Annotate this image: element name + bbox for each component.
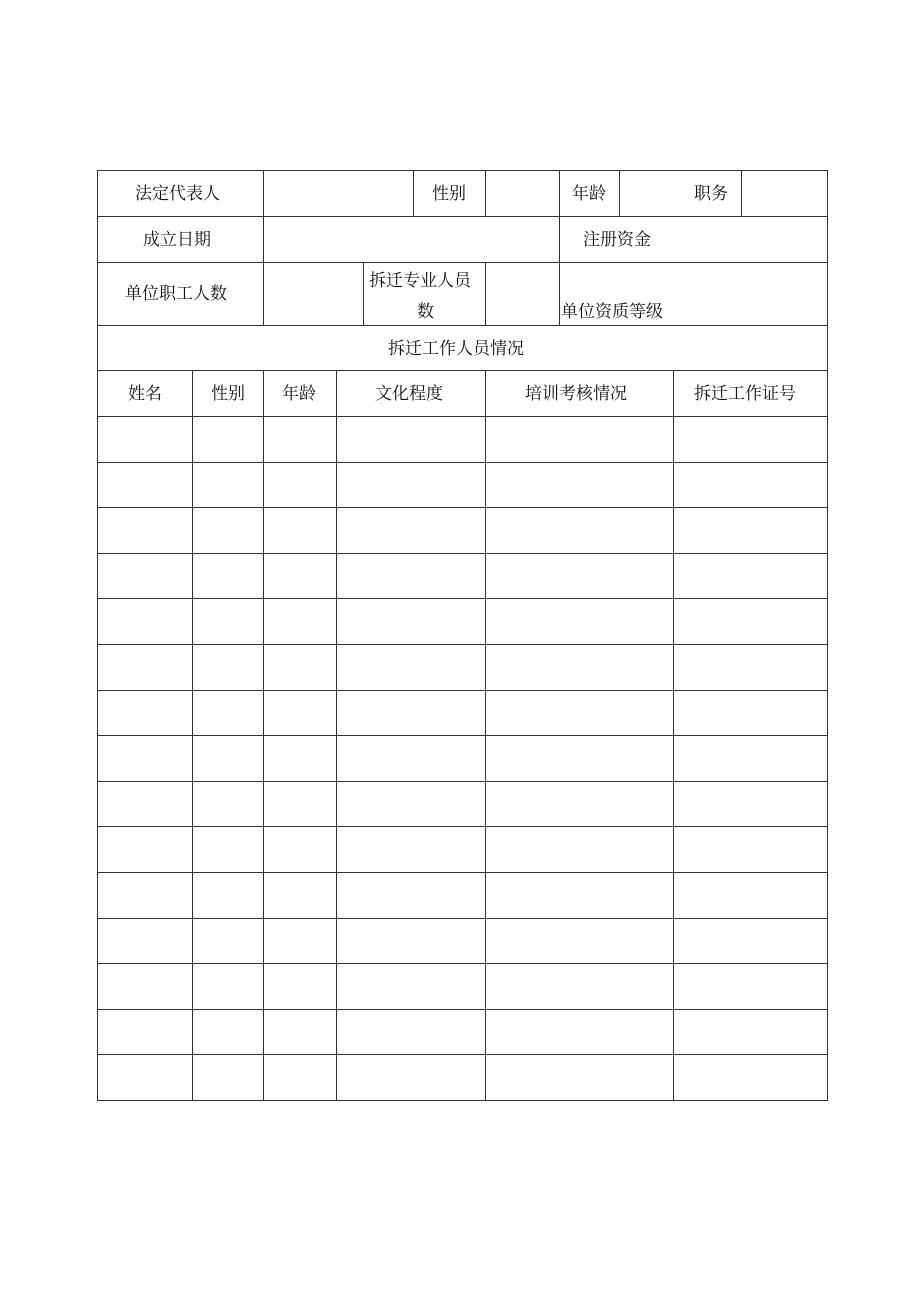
table-cell-age[interactable] [264, 417, 336, 462]
column-header-training: 培训考核情况 [525, 384, 627, 404]
column-header-education: 文化程度 [375, 384, 443, 404]
table-cell-education[interactable] [337, 463, 485, 508]
table-cell-work-permit[interactable] [674, 691, 827, 736]
table-cell-age[interactable] [264, 964, 336, 1009]
demolition-staff-value-cell[interactable] [486, 263, 559, 325]
table-cell-education[interactable] [337, 554, 485, 599]
table-cell-training[interactable] [486, 782, 673, 827]
table-cell-name[interactable] [98, 691, 192, 736]
table-cell-name[interactable] [98, 873, 192, 918]
table-cell-work-permit[interactable] [674, 508, 827, 553]
table-cell-age[interactable] [264, 919, 336, 964]
table-cell-training[interactable] [486, 736, 673, 781]
table-cell-education[interactable] [337, 599, 485, 644]
table-cell-gender[interactable] [193, 827, 263, 872]
table-cell-education[interactable] [337, 645, 485, 690]
section-title: 拆迁工作人员情况 [388, 339, 524, 359]
table-cell-education[interactable] [337, 691, 485, 736]
legal-rep-value-cell[interactable] [264, 171, 413, 216]
table-cell-name[interactable] [98, 645, 192, 690]
table-cell-gender[interactable] [193, 1010, 263, 1055]
table-cell-education[interactable] [337, 873, 485, 918]
table-cell-work-permit[interactable] [674, 1010, 827, 1055]
table-cell-training[interactable] [486, 691, 673, 736]
established-date-value-cell[interactable] [264, 217, 559, 262]
cell-divider [619, 170, 620, 216]
table-cell-gender[interactable] [193, 919, 263, 964]
table-cell-training[interactable] [486, 964, 673, 1009]
column-header-age: 年龄 [282, 384, 316, 404]
legal-rep-label: 法定代表人 [135, 184, 220, 204]
table-cell-training[interactable] [486, 599, 673, 644]
table-cell-gender[interactable] [193, 463, 263, 508]
table-cell-age[interactable] [264, 1010, 336, 1055]
table-cell-education[interactable] [337, 1010, 485, 1055]
established-date-label: 成立日期 [143, 230, 211, 250]
table-cell-name[interactable] [98, 827, 192, 872]
age-label: 年龄 [572, 184, 606, 204]
table-cell-training[interactable] [486, 508, 673, 553]
table-cell-work-permit[interactable] [674, 645, 827, 690]
table-cell-name[interactable] [98, 508, 192, 553]
column-header-name: 姓名 [128, 384, 162, 404]
table-cell-education[interactable] [337, 417, 485, 462]
table-cell-gender[interactable] [193, 645, 263, 690]
table-cell-name[interactable] [98, 736, 192, 781]
table-cell-education[interactable] [337, 919, 485, 964]
table-cell-age[interactable] [264, 873, 336, 918]
table-cell-education[interactable] [337, 508, 485, 553]
table-border-top [97, 170, 828, 171]
table-cell-work-permit[interactable] [674, 1055, 827, 1100]
table-cell-education[interactable] [337, 736, 485, 781]
table-cell-age[interactable] [264, 782, 336, 827]
table-cell-gender[interactable] [193, 1055, 263, 1100]
table-cell-training[interactable] [486, 417, 673, 462]
table-cell-work-permit[interactable] [674, 599, 827, 644]
table-cell-work-permit[interactable] [674, 873, 827, 918]
table-cell-education[interactable] [337, 1055, 485, 1100]
table-cell-gender[interactable] [193, 691, 263, 736]
table-cell-age[interactable] [264, 508, 336, 553]
demolition-staff-label-line2: 数 [417, 302, 434, 322]
table-cell-age[interactable] [264, 645, 336, 690]
table-cell-gender[interactable] [193, 417, 263, 462]
table-cell-training[interactable] [486, 554, 673, 599]
table-cell-work-permit[interactable] [674, 964, 827, 1009]
table-cell-age[interactable] [264, 691, 336, 736]
table-cell-work-permit[interactable] [674, 736, 827, 781]
cell-divider [559, 216, 560, 262]
table-cell-education[interactable] [337, 827, 485, 872]
row-divider [97, 370, 828, 371]
position-label: 职务 [694, 184, 728, 204]
table-cell-training[interactable] [486, 1055, 673, 1100]
gender-label: 性别 [432, 184, 466, 204]
table-cell-work-permit[interactable] [674, 782, 827, 827]
table-cell-gender[interactable] [193, 554, 263, 599]
table-cell-name[interactable] [98, 1010, 192, 1055]
table-cell-name[interactable] [98, 463, 192, 508]
table-cell-training[interactable] [486, 1010, 673, 1055]
cell-divider [559, 170, 560, 216]
column-header-work-permit: 拆迁工作证号 [694, 384, 796, 404]
table-cell-name[interactable] [98, 782, 192, 827]
table-cell-gender[interactable] [193, 599, 263, 644]
table-cell-work-permit[interactable] [674, 463, 827, 508]
registered-capital-label: 注册资金 [583, 230, 651, 250]
table-cell-training[interactable] [486, 873, 673, 918]
table-cell-gender[interactable] [193, 508, 263, 553]
table-cell-age[interactable] [264, 463, 336, 508]
table-cell-age[interactable] [264, 554, 336, 599]
table-cell-work-permit[interactable] [674, 554, 827, 599]
table-cell-gender[interactable] [193, 782, 263, 827]
staff-count-label: 单位职工人数 [125, 284, 227, 304]
cell-divider [559, 262, 560, 325]
table-cell-work-permit[interactable] [674, 919, 827, 964]
table-cell-work-permit[interactable] [674, 417, 827, 462]
row-divider [97, 1100, 828, 1101]
demolition-staff-label-line1: 拆迁专业人员 [369, 271, 471, 291]
table-cell-age[interactable] [264, 1055, 336, 1100]
table-cell-name[interactable] [98, 417, 192, 462]
table-cell-training[interactable] [486, 919, 673, 964]
table-cell-training[interactable] [486, 645, 673, 690]
cell-divider [363, 262, 364, 325]
table-cell-name[interactable] [98, 964, 192, 1009]
staff-count-value-cell[interactable] [264, 263, 363, 325]
column-header-gender: 性别 [211, 384, 245, 404]
table-cell-training[interactable] [486, 827, 673, 872]
table-border-right [827, 170, 828, 1100]
table-cell-name[interactable] [98, 554, 192, 599]
cell-divider [413, 170, 414, 216]
table-cell-name[interactable] [98, 1055, 192, 1100]
gender-value-cell[interactable] [486, 171, 559, 216]
table-cell-age[interactable] [264, 736, 336, 781]
table-cell-work-permit[interactable] [674, 827, 827, 872]
table-cell-training[interactable] [486, 463, 673, 508]
table-cell-name[interactable] [98, 599, 192, 644]
table-cell-gender[interactable] [193, 873, 263, 918]
table-cell-age[interactable] [264, 599, 336, 644]
table-cell-name[interactable] [98, 919, 192, 964]
position-value-cell[interactable] [742, 171, 827, 216]
row-divider [97, 262, 828, 263]
table-cell-education[interactable] [337, 782, 485, 827]
table-cell-gender[interactable] [193, 736, 263, 781]
table-cell-education[interactable] [337, 964, 485, 1009]
qualification-level-label: 单位资质等级 [561, 302, 663, 322]
table-cell-gender[interactable] [193, 964, 263, 1009]
table-cell-age[interactable] [264, 827, 336, 872]
row-divider [97, 325, 828, 326]
